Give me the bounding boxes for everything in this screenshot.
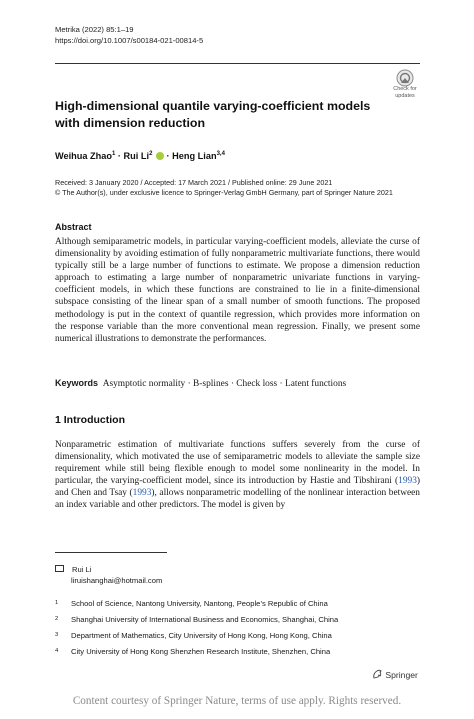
keywords-label: Keywords <box>55 378 99 388</box>
author-name: Weihua Zhao <box>55 151 112 161</box>
intro-text: ) and Chen and Tsay ( <box>55 476 420 499</box>
author-name: Heng Lian <box>172 151 217 161</box>
affiliation-text: Department of Mathematics, City University of Hong Kong, Hong Kong, China <box>71 631 332 640</box>
author-affiliation-mark: 3,4 <box>216 151 225 157</box>
author-name[interactable]: Rui Li <box>123 151 150 161</box>
affiliation-number: 1 <box>55 600 59 606</box>
citation-link[interactable]: 1993 <box>132 488 152 499</box>
corresponding-author-email[interactable]: liruishanghai@hotmail.com <box>71 575 163 585</box>
doi-link[interactable]: https://doi.org/10.1007/s00184-021-00814-5 <box>55 36 204 45</box>
affiliation-number: 4 <box>55 648 59 654</box>
paper-title: High-dimensional quantile varying-coefficient models with dimension reduction <box>55 99 371 130</box>
header-rule <box>55 63 420 64</box>
affiliation-item <box>55 614 338 625</box>
springer-horse-icon <box>372 669 383 679</box>
author-affiliation-mark: 1 <box>112 151 116 157</box>
affiliation-text: School of Science, Nantong University, Nantong, People’s Republic of China <box>71 599 328 608</box>
publication-dates <box>55 178 435 198</box>
footer-notice: Content courtesy of Springer Nature, terms of use apply. Rights reserved. <box>72 695 402 707</box>
abstract-heading: Abstract <box>55 222 92 232</box>
citation-link[interactable]: 1993 <box>398 476 417 487</box>
introduction-paragraph <box>55 439 420 512</box>
affiliation-text: Shanghai University of International Business and Economics, Shanghai, China <box>71 615 339 624</box>
intro-text: ), allows nonparametric modelling of the nonlinear interaction between an index variable and other predictors. The model is given by <box>55 488 420 511</box>
affiliation-text: City University of Hong Kong Shenzhen Research Institute, Shenzhen, China <box>71 647 331 656</box>
affiliation-number: 2 <box>55 616 59 622</box>
affiliation-number: 3 <box>55 632 59 638</box>
footnote-rule <box>55 552 167 553</box>
affiliation-item <box>55 598 328 609</box>
springer-logo <box>372 669 418 680</box>
orcid-icon[interactable] <box>156 152 164 160</box>
corresponding-author-name: Rui Li <box>72 565 92 574</box>
section-heading-introduction: 1 Introduction <box>55 414 125 426</box>
keywords-line <box>55 377 420 390</box>
affiliation-item <box>55 630 332 641</box>
copyright-notice: © The Author(s), under exclusive licence to Springer-Verlag GmbH Germany, part of Springer Nature 2021 <box>55 188 393 197</box>
keywords-text: Asymptotic normality · B-splines · Check loss · Latent functions <box>102 379 347 389</box>
intro-text: Nonparametric estimation of multivariate functions suffers severely from the curse of dimensionality, which motivated the use of semiparametric models to alleviate the sample size requirement while still being flexible enough to model some nonlinearity in the model. In particular, the varying-coefficient model, since its introduction by Hastie and Tibshirani ( <box>55 440 420 487</box>
journal-citation: Metrika (2022) 85:1–19 <box>55 25 134 34</box>
publication-history: Received: 3 January 2020 / Accepted: 17 March 2021 / Published online: 29 June 2021 <box>55 178 333 187</box>
journal-header <box>55 24 203 46</box>
publisher-name: Springer <box>385 670 418 680</box>
affiliation-item <box>55 646 330 657</box>
check-updates-label: Check for updates <box>393 86 417 99</box>
envelope-icon <box>55 565 64 572</box>
check-updates-icon <box>388 68 422 88</box>
author-affiliation-mark: 2 <box>149 151 153 157</box>
corresponding-author <box>55 565 162 586</box>
abstract-text: Although semiparametric models, in particular varying-coefficient models, alleviate the curse of dimensionality by avoiding estimation of fully nonparametric multivariate functions, there would typically still be a large number of functions to estimate. We propose a dimension reduction approach to estimating a large number of nonparametric univariate functions in varying-coefficient models, in which these functions are constrained to lie in a finite-dimensional subspace consisting of the linear span of a small number of smooth functions. The proposed methodology is put in the context of quantile regression, which provides more information on the response variable than the more conventional mean regression. Finally, we present some numerical illustrations to demonstrate the performances. <box>55 237 420 344</box>
author-list: Weihua Zhao$^1$ · Rui Li$^2$ · Heng Lian$^{3,4}$ <box>55 151 225 161</box>
